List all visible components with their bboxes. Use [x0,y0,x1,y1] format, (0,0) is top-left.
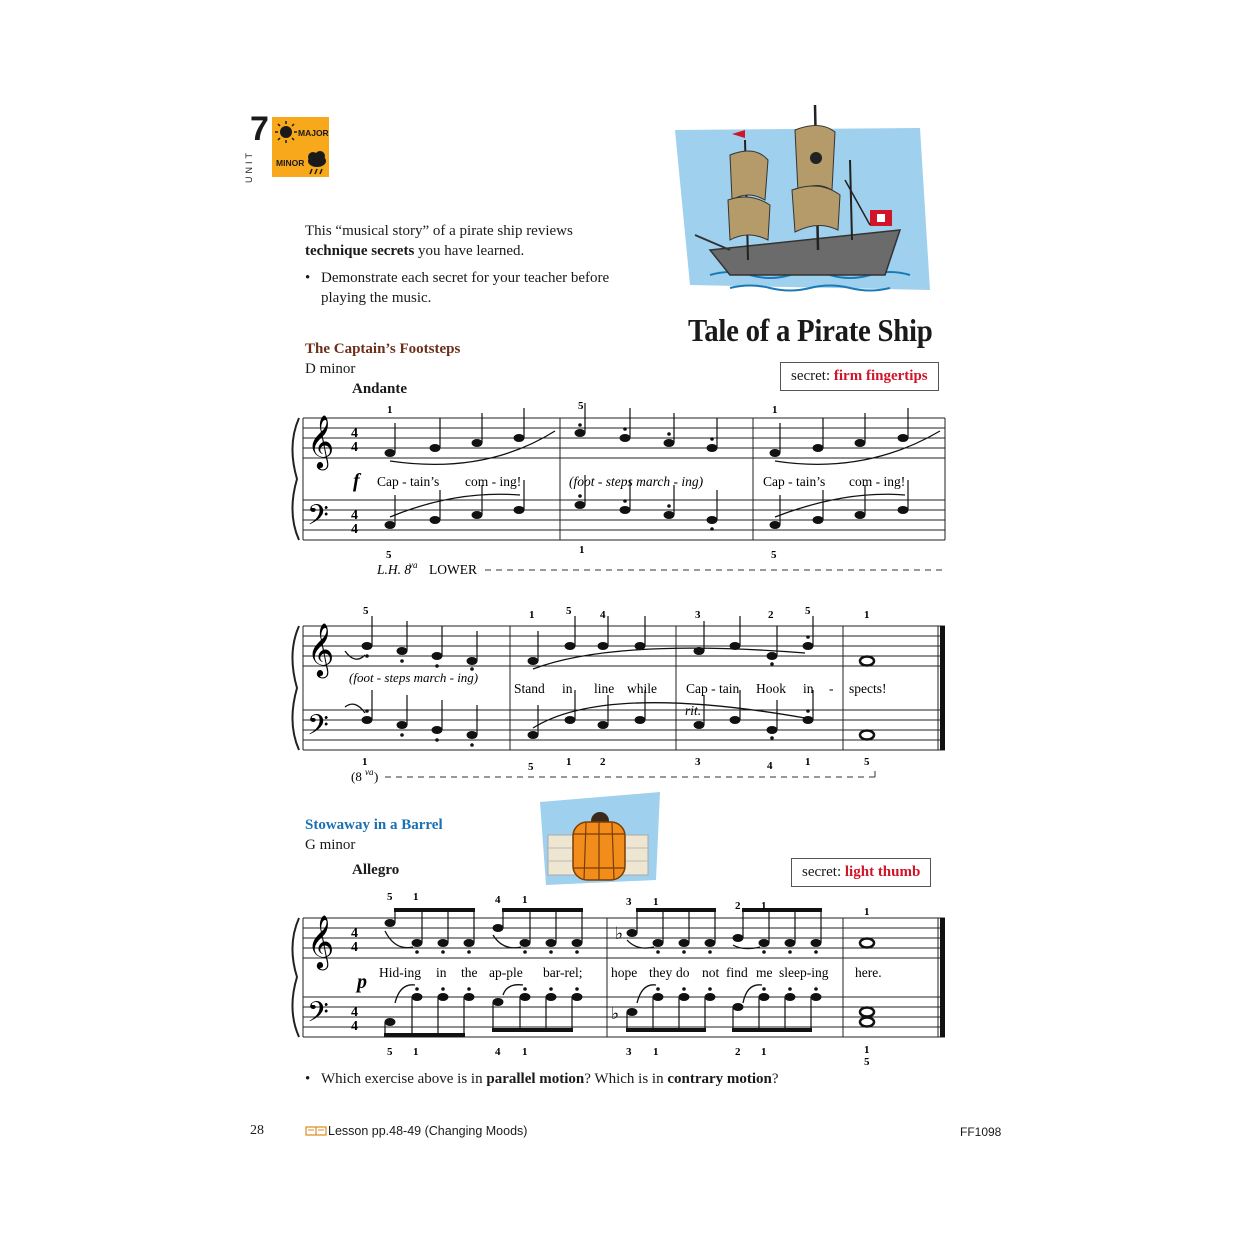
finger-number: 1 [362,756,368,768]
music-system-2 [285,603,955,793]
finger-number: 5 [387,891,393,903]
finger-number: 1 [522,1046,528,1058]
lyric: bar-rel; [543,965,583,980]
octave-paren-va: va [365,767,374,777]
finger-number: 5 [386,549,392,561]
lyric: in [436,965,447,980]
octave-marking: L.H. 8 [377,562,412,577]
lyric: me [756,965,773,980]
finger-number: 1 [864,609,870,621]
lyric: in [562,681,573,696]
finger-number: 5 [528,761,534,773]
finger-number: 1 [522,894,528,906]
finger-number: 1 [653,896,659,908]
finger-number: 4 [767,760,773,772]
finger-number: 3 [626,896,632,908]
finger-number: 5 [363,605,369,617]
octave-va: va [409,560,418,570]
finger-number: 3 [695,756,701,768]
finger-number: 1 [772,404,778,416]
lyric: the [461,965,478,980]
lyric: Stand [514,681,545,696]
svg-text:4: 4 [351,926,358,941]
lyric: ap-ple [489,965,523,980]
storm-cloud-icon [308,151,326,174]
lyric: Hid-ing [379,965,421,980]
bass-clef-icon: 𝄢 [307,711,329,748]
finger-number: 1 [653,1046,659,1058]
question-bullet: • Which exercise above is in parallel motion? Which is in contrary motion? [305,1071,779,1087]
lyric: while [627,681,657,696]
svg-text:4: 4 [351,1005,358,1020]
finger-number: 1 [579,544,585,556]
finger-number: 5 [864,756,870,768]
unit-number: 7 [250,110,269,148]
octave-paren: (8 [351,769,362,784]
section-heading-captains-footsteps: The Captain’s Footsteps [305,341,461,357]
lyric: hope [611,965,638,980]
lyric: here. [855,965,882,980]
lyric: spects! [849,681,887,696]
flat-sign: ♭ [615,924,624,943]
finger-number: 1 [864,1044,870,1056]
ritardando: rit. [685,703,702,718]
finger-number: 1 [566,756,572,768]
svg-text:4: 4 [351,522,358,537]
bass-clef-icon: 𝄢 [307,501,329,538]
finger-number: 1 [864,906,870,918]
barrel-illustration [538,790,662,888]
lyric: not [702,965,720,980]
svg-text:4: 4 [351,1019,358,1034]
lyric: Cap - tain’s [763,474,826,489]
finger-number: 1 [413,1046,419,1058]
svg-text:4: 4 [351,440,358,455]
lyric: - [829,681,834,696]
finger-number: 4 [600,609,606,621]
key-d-minor: D minor [305,361,356,377]
finger-number: 1 [805,756,811,768]
key-g-minor: G minor [305,837,356,853]
finger-number: 1 [413,891,419,903]
finger-number: 5 [578,400,584,412]
lyric: com - ing! [465,474,522,489]
minor-label: MINOR [276,158,305,168]
finger-number: 5 [805,605,811,617]
catalog-code: FF1098 [960,1125,1002,1139]
lyric: sleep-ing [779,965,829,980]
bass-clef-icon: 𝄢 [307,998,329,1035]
page-number: 28 [250,1123,264,1138]
finger-number: 1 [761,1046,767,1058]
finger-number: 5 [387,1046,393,1058]
dynamic-forte: f [353,470,360,492]
flat-sign: ♭ [611,1004,620,1023]
tempo-allegro: Allegro [352,862,400,878]
lyric: line [594,681,615,696]
octave-lower-word: LOWER [429,562,477,577]
music-system-3 [285,885,955,1070]
finger-number: 2 [735,1046,741,1058]
lyric: Cap - tain’s [377,474,440,489]
book-icon [305,1126,327,1136]
pirate-ship-illustration [670,100,950,310]
finger-number: 2 [735,900,741,912]
section-heading-stowaway: Stowaway in a Barrel [305,817,443,833]
finger-number: 5 [864,1056,870,1068]
finger-number: 2 [600,756,606,768]
finger-number: 5 [771,549,777,561]
secret-box-light-thumb: secret: light thumb [791,858,931,887]
secret-box-firm-fingertips: secret: firm fingertips [780,362,939,391]
lyric: find [726,965,748,980]
lyric: do [676,965,690,980]
lyric: they [649,965,673,980]
lyric: (foot - steps march - ing) [569,474,704,489]
finger-number: 3 [626,1046,632,1058]
lesson-reference: Lesson pp.48-49 (Changing Moods) [328,1124,528,1138]
svg-text:4: 4 [351,940,358,955]
finger-number: 4 [495,1046,501,1058]
finger-number: 1 [387,404,393,416]
finger-number: 3 [695,609,701,621]
page-title: Tale of a Pirate Ship [688,312,933,348]
lyric: Hook [756,681,786,696]
treble-clef-icon: 𝄞 [307,624,335,675]
sun-icon [275,121,297,143]
dynamic-piano: p [357,971,367,993]
finger-number: 5 [566,605,572,617]
finger-number: 2 [768,609,774,621]
treble-clef-icon: 𝄞 [307,916,335,967]
svg-text:4: 4 [351,508,358,523]
major-label: MAJOR [298,128,329,138]
octave-paren-close: ) [374,769,379,784]
tempo-andante: Andante [352,381,408,397]
music-system-1 [285,395,955,590]
lyric: in [803,681,814,696]
lyric: com - ing! [849,474,906,489]
finger-number: 1 [761,900,767,912]
svg-text:4: 4 [351,426,358,441]
intro-paragraph: This “musical story” of a pirate ship reviews technique secrets you have learned. [305,223,573,259]
treble-clef-icon: 𝄞 [307,416,335,467]
finger-number: 4 [495,894,501,906]
finger-number: 1 [529,609,535,621]
lyric: Cap - tain [686,681,740,696]
unit-mood-badge [272,117,329,177]
unit-label: UNIT [244,150,254,183]
lyric: (foot - steps march - ing) [349,670,479,685]
intro-bullet: • Demonstrate each secret for your teacher before playing the music. [305,270,610,306]
